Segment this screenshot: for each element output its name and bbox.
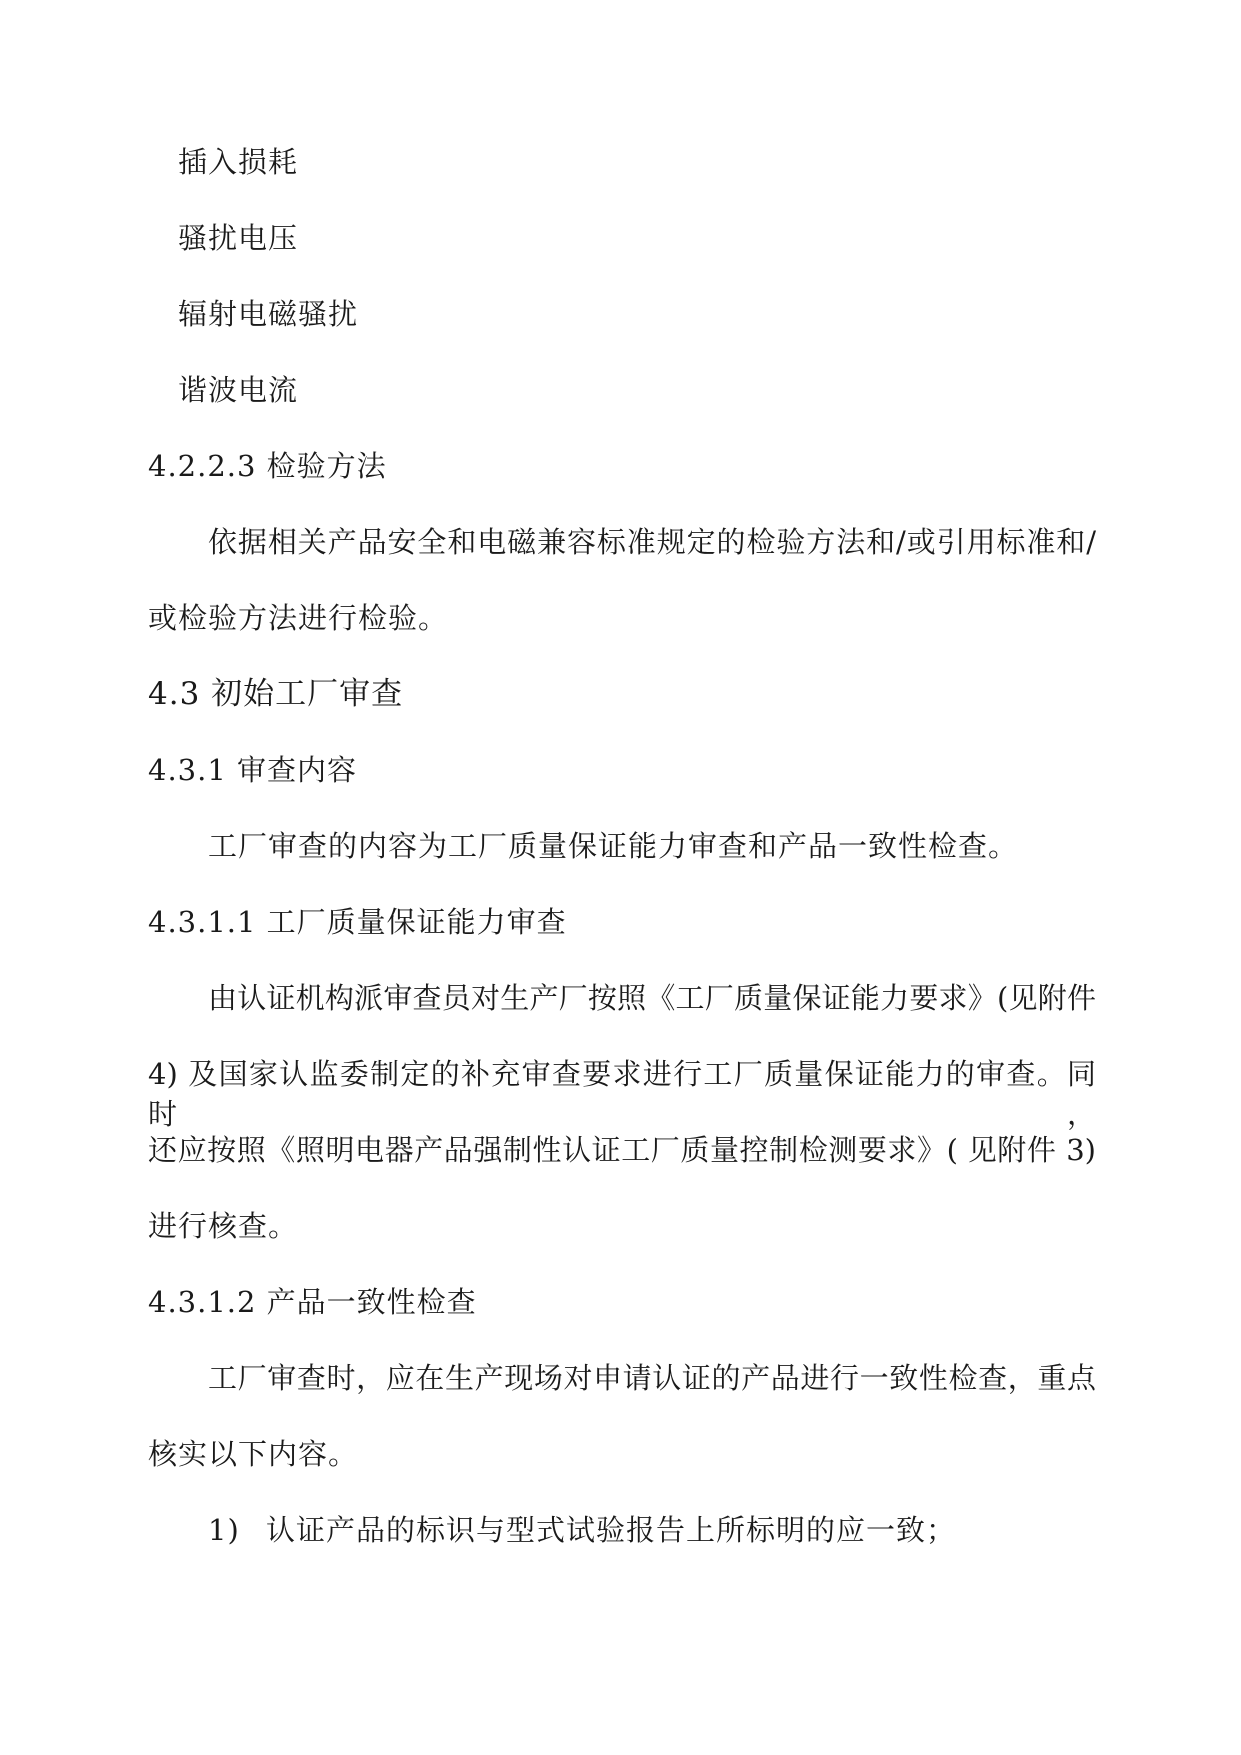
list-item-disturbance-voltage: 骚扰电压: [178, 221, 299, 255]
paragraph-consistency-check-line2: 核实以下内容。: [148, 1437, 359, 1471]
paragraph-consistency-check-line1: 工厂审查时，应在生产现场对申请认证的产品进行一致性检查，重点: [208, 1361, 1096, 1395]
paragraph-test-method-line2: 或检验方法进行检验。: [148, 601, 449, 635]
paragraph-review-content: 工厂审查的内容为工厂质量保证能力审查和产品一致性检查。: [208, 829, 1019, 863]
section-heading-4-3: 4.3 初始工厂审查: [148, 676, 404, 712]
paragraph-test-method-line1: 依据相关产品安全和电磁兼容标准规定的检验方法和/或引用标准和/: [208, 525, 1096, 559]
paragraph-quality-assurance-line1: 由认证机构派审查员对生产厂按照《工厂质量保证能力要求》(见附件: [208, 981, 1096, 1015]
section-heading-4-2-2-3: 4.2.2.3 检验方法: [148, 449, 387, 483]
section-heading-4-3-1-2: 4.3.1.2 产品一致性检查: [148, 1285, 477, 1319]
section-heading-4-3-1: 4.3.1 审查内容: [148, 753, 358, 787]
list-item-harmonic-current: 谐波电流: [178, 373, 299, 407]
section-heading-4-3-1-1: 4.3.1.1 工厂质量保证能力审查: [148, 905, 567, 939]
list-item-text-1: 认证产品的标识与型式试验报告上所标明的应一致；: [266, 1513, 957, 1547]
list-item-radiated-disturbance: 辐射电磁骚扰: [178, 297, 359, 331]
paragraph-quality-assurance-line2: 4) 及国家认监委制定的补充审查要求进行工厂质量保证能力的审查。同时，: [148, 1057, 1096, 1131]
list-item-insertion-loss: 插入损耗: [178, 145, 299, 179]
paragraph-quality-assurance-line3: 还应按照《照明电器产品强制性认证工厂质量控制检测要求》( 见附件 3): [148, 1133, 1096, 1167]
list-item-marker-1: 1): [208, 1513, 240, 1547]
paragraph-quality-assurance-line4: 进行核查。: [148, 1209, 299, 1243]
